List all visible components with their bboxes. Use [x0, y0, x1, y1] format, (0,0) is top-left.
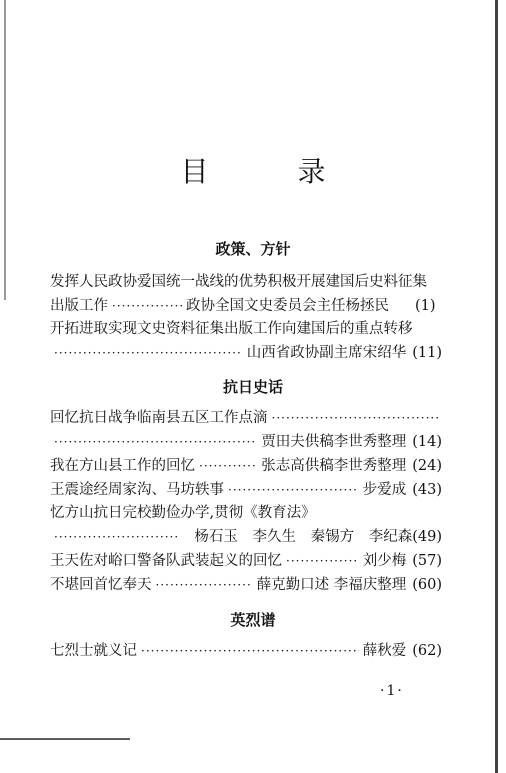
- toc-entry-1-page: (1): [415, 298, 436, 314]
- toc-entry-6-page: (49): [412, 529, 442, 545]
- dot-leader: [156, 575, 253, 595]
- toc-entry-2-line2[interactable]: [50, 343, 442, 363]
- toc-entry-4-author: 张志高供稿李世秀整理: [261, 458, 407, 474]
- toc-entry-5-title: 王震途经周家沟、马坊轶事: [50, 482, 224, 498]
- toc-entry-3-title: 回忆抗日战争临南县五区工作点滴: [50, 410, 268, 426]
- toc-entry-6-author-4: 李纪森: [368, 529, 413, 545]
- toc-entry-8-title: 不堪回首忆奉天: [50, 577, 152, 593]
- dot-leader: [54, 343, 243, 363]
- dot-leader: [112, 296, 182, 316]
- toc-entry-6-authors: [184, 527, 412, 547]
- toc-entry-6-author-1: 杨石玉: [194, 529, 238, 545]
- toc-entry-7[interactable]: [50, 551, 442, 571]
- section-heading-anti-japanese: 抗日史话: [222, 378, 283, 396]
- toc-entry-6-author-3: 秦锡方: [310, 529, 355, 545]
- toc-entry-1-line1[interactable]: 发挥人民政协爱国统一战线的优势积极开展建国后史料征集: [50, 274, 427, 290]
- toc-entry-1-title-end: 出版工作: [50, 298, 108, 314]
- dot-leader: [141, 641, 359, 661]
- toc-entry-6-line1[interactable]: 忆方山抗日完校勤俭办学,贯彻《教育法》: [50, 505, 316, 521]
- dot-leader: [272, 408, 439, 428]
- toc-entry-3-page: (14): [412, 434, 442, 450]
- section-heading-martyrs: 英烈谱: [230, 611, 276, 629]
- toc-entry-2-author: 山西省政协副主席宋绍华: [246, 345, 407, 361]
- dot-leader: [228, 480, 359, 500]
- section-heading-policy: 政策、方针: [215, 240, 291, 258]
- dot-leader: [54, 432, 257, 452]
- toc-entry-3-author: 贾田夫供稿李世秀整理: [261, 434, 407, 450]
- toc-entry-8-author: 薛克勤口述 李福庆整理: [256, 577, 407, 593]
- toc-entry-7-title: 王天佐对峪口警备队武装起义的回忆: [50, 553, 282, 569]
- toc-entry-4-page: (24): [412, 458, 442, 474]
- toc-entry-9-title: 七烈士就义记: [50, 643, 137, 659]
- toc-entry-7-author: 刘少梅: [362, 553, 407, 569]
- toc-entry-8[interactable]: [50, 575, 442, 595]
- toc-entry-5-page: (43): [412, 482, 442, 498]
- toc-entry-4[interactable]: [50, 456, 442, 476]
- toc-entry-3-line2[interactable]: [50, 432, 442, 452]
- toc-entry-3-line1[interactable]: [50, 408, 442, 428]
- dot-leader: [286, 551, 359, 571]
- toc-entry-2-line1[interactable]: 开拓进取实现文史资料征集出版工作向建国后的重点转移: [50, 321, 413, 337]
- toc-entry-7-page: (57): [412, 553, 442, 569]
- toc-entry-5-author: 步爱成: [362, 482, 407, 498]
- toc-entry-6-author-2: 李久生: [252, 529, 297, 545]
- dot-leader: [54, 527, 180, 547]
- toc-entry-6-line2[interactable]: [50, 527, 442, 547]
- dot-leader: [199, 456, 257, 476]
- toc-entry-5[interactable]: [50, 480, 442, 500]
- toc-entry-9-author: 薛秋爱: [362, 643, 407, 659]
- page-title: 目 录: [180, 155, 366, 188]
- toc-entry-1-author: 政协全国文史委员会主任杨拯民: [186, 298, 389, 314]
- scan-bottom-line: [0, 738, 130, 740]
- toc-entry-1-line2[interactable]: [50, 296, 442, 316]
- toc-entry-2-page: (11): [412, 345, 442, 361]
- toc-entry-9-page: (62): [412, 643, 442, 659]
- toc-entry-4-title: 我在方山县工作的回忆: [50, 458, 195, 474]
- toc-entry-9[interactable]: [50, 641, 442, 661]
- toc-entry-8-page: (60): [412, 577, 442, 593]
- page-number: ·1·: [380, 683, 404, 699]
